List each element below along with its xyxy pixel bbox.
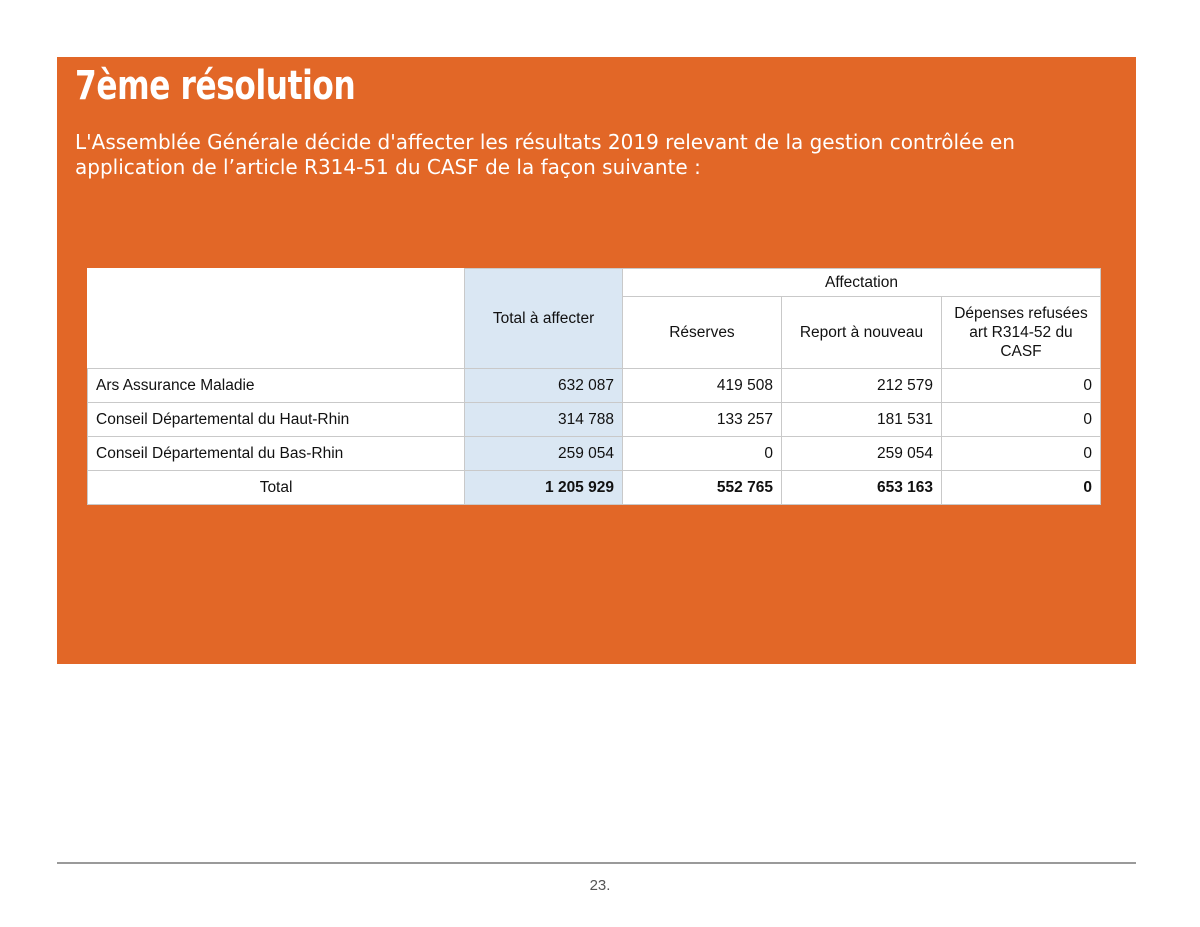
header-empty-cell xyxy=(88,269,465,369)
total-total: 1 205 929 xyxy=(465,471,623,505)
page-number: 23. xyxy=(589,877,611,894)
row-reserves: 419 508 xyxy=(622,369,781,403)
row-total: 259 054 xyxy=(465,437,623,471)
row-label: Conseil Départemental du Haut-Rhin xyxy=(88,403,465,437)
row-depenses: 0 xyxy=(941,437,1100,471)
row-report: 212 579 xyxy=(781,369,941,403)
header-depenses: Dépenses refusées art R314-52 du CASF xyxy=(941,297,1100,369)
header-reserves: Réserves xyxy=(622,297,781,369)
total-report: 653 163 xyxy=(781,471,941,505)
row-total: 632 087 xyxy=(465,369,623,403)
table-row xyxy=(88,369,1101,403)
row-report: 259 054 xyxy=(781,437,941,471)
row-label: Ars Assurance Maladie xyxy=(88,369,465,403)
row-report: 181 531 xyxy=(781,403,941,437)
table-row xyxy=(88,403,1101,437)
row-depenses: 0 xyxy=(941,369,1100,403)
footer-divider xyxy=(57,862,1136,864)
row-reserves: 133 257 xyxy=(622,403,781,437)
header-total: Total à affecter xyxy=(465,269,623,369)
row-reserves: 0 xyxy=(622,437,781,471)
header-report: Report à nouveau xyxy=(781,297,941,369)
table-row xyxy=(88,437,1101,471)
header-affectation: Affectation xyxy=(622,269,1100,297)
row-total: 314 788 xyxy=(465,403,623,437)
total-depenses: 0 xyxy=(941,471,1100,505)
resolution-banner xyxy=(57,57,1136,664)
row-label: Conseil Départemental du Bas-Rhin xyxy=(88,437,465,471)
allocation-table xyxy=(87,268,1101,505)
row-depenses: 0 xyxy=(941,403,1100,437)
table-header-row xyxy=(88,269,1101,297)
total-label: Total xyxy=(88,471,465,505)
table-total-row xyxy=(88,471,1101,505)
total-reserves: 552 765 xyxy=(622,471,781,505)
resolution-description: L'Assemblée Générale décide d'affecter les résultats 2019 relevant de la gestion contrôlée en application de l’article R314-51 du CASF de la façon suivante : xyxy=(75,130,1015,179)
resolution-title: 7ème résolution xyxy=(75,63,356,109)
